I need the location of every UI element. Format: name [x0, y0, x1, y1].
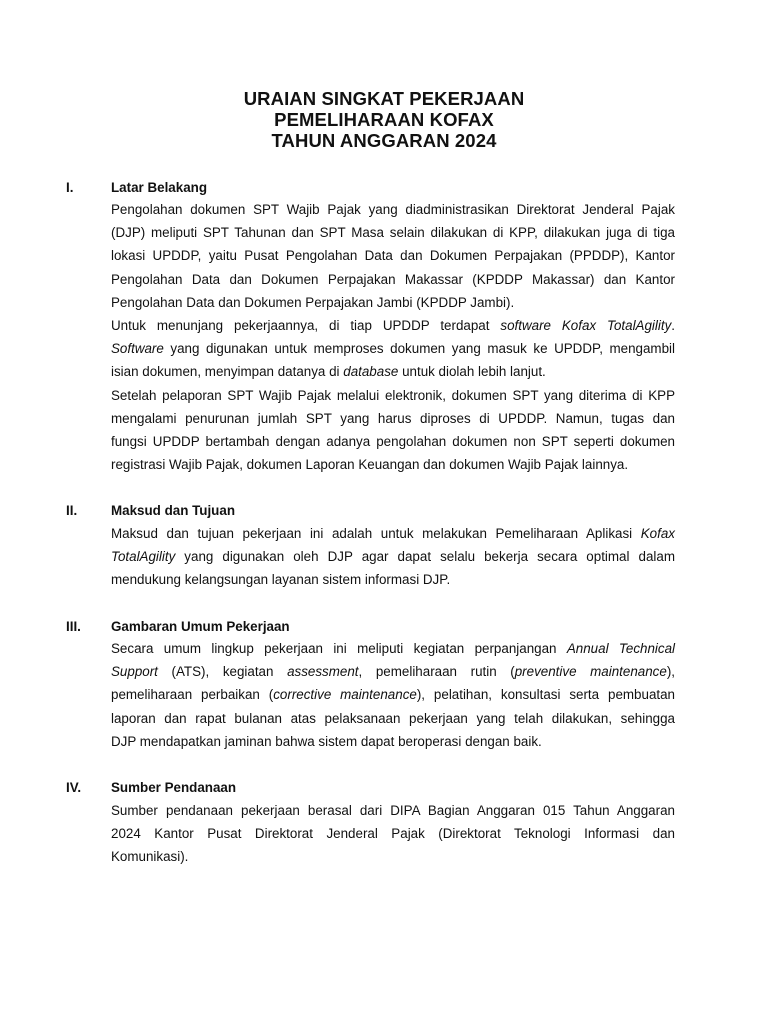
paragraph-line: DJP mendapatkan jaminan bahwa sistem dapat beroperasi dengan baik. — [111, 733, 542, 749]
paragraph-line: pemeliharaan perbaikan (corrective maintenance), pelatihan, konsultasi serta pembuatan — [111, 687, 676, 703]
paragraph-line: Setelah pelaporan SPT Wajib Pajak melalui elektronik, dokumen SPT yang diterima di KPP — [111, 387, 675, 403]
paragraph-line: TotalAgility yang digunakan oleh DJP agar dapat selalu bekerja secara optimal dalam — [111, 549, 675, 565]
section-number: I. — [66, 180, 74, 195]
paragraph-line: Pengolahan dokumen SPT Wajib Pajak yang diadministrasikan Direktorat Jenderal Pajak — [111, 202, 675, 217]
section-heading: Maksud dan Tujuan — [111, 503, 235, 518]
paragraph-line: Komunikasi). — [111, 849, 189, 865]
paragraph-line: 2024 Kantor Pusat Direktorat Jenderal Pajak (Direktorat Teknologi Informasi dan — [111, 826, 675, 842]
paragraph-line: Secara umum lingkup pekerjaan ini meliputi kegiatan perpanjangan Annual Technical — [111, 641, 675, 656]
paragraph-line: Support (ATS), kegiatan assessment, pemeliharaan rutin (preventive maintenance), — [111, 664, 675, 680]
paragraph-line: Pengolahan Data dan Dokumen Perpajakan Jambi (KPDDP Jambi). — [111, 294, 515, 310]
paragraph-line: Pengolahan Data dan Dokumen Perpajakan Makassar (KPDDP Makassar) dan Kantor — [111, 271, 675, 287]
paragraph-line: (DJP) meliputi SPT Tahunan dan SPT Masa selain dilakukan di KPP, dilakukan juga di tiga — [111, 225, 675, 241]
title-line-2: PEMELIHARAAN KOFAX — [274, 109, 494, 130]
section-body — [111, 198, 675, 476]
document-title — [0, 88, 768, 151]
section-body — [111, 637, 675, 753]
section-number: III. — [66, 619, 81, 634]
section-body — [111, 799, 675, 869]
section-body — [111, 522, 675, 592]
title-line-1: URAIAN SINGKAT PEKERJAAN — [243, 88, 525, 109]
paragraph-line: isian dokumen, menyimpan datanya di database untuk diolah lebih lanjut. — [111, 364, 546, 380]
title-line-3: TAHUN ANGGARAN 2024 — [271, 130, 497, 151]
section-number: IV. — [66, 780, 82, 795]
section-heading: Sumber Pendanaan — [111, 780, 237, 795]
paragraph-line: laporan dan rapat bulanan atas pelaksanaan pekerjaan yang telah dilakukan, sehingga — [111, 710, 675, 726]
section-heading: Gambaran Umum Pekerjaan — [111, 619, 290, 634]
paragraph-line: Software yang digunakan untuk memproses dokumen yang masuk ke UPDDP, mengambil — [111, 341, 675, 357]
section-heading: Latar Belakang — [111, 180, 208, 195]
paragraph-line: mendukung kelangsungan layanan sistem informasi DJP. — [111, 572, 451, 588]
section-number: II. — [66, 503, 78, 518]
paragraph-line: lokasi UPDDP, yaitu Pusat Pengolahan Data dan Dokumen Perpajakan (PPDDP), Kantor — [111, 248, 675, 264]
paragraph-line: fungsi UPDDP bertambah dengan adanya pengolahan dokumen non SPT seperti dokumen — [111, 433, 675, 449]
paragraph-line: registrasi Wajib Pajak, dokumen Laporan Keuangan dan dokumen Wajib Pajak lainnya. — [111, 457, 629, 473]
paragraph-line: Untuk menunjang pekerjaannya, di tiap UPDDP terdapat software Kofax TotalAgility. — [111, 317, 675, 333]
paragraph-line: Sumber pendanaan pekerjaan berasal dari DIPA Bagian Anggaran 015 Tahun Anggaran — [111, 803, 675, 818]
paragraph-line: mengalami penurunan jumlah SPT yang harus diproses di UPDDP. Namun, tugas dan — [111, 410, 675, 426]
paragraph-line: Maksud dan tujuan pekerjaan ini adalah untuk melakukan Pemeliharaan Aplikasi Kofax — [111, 526, 675, 541]
